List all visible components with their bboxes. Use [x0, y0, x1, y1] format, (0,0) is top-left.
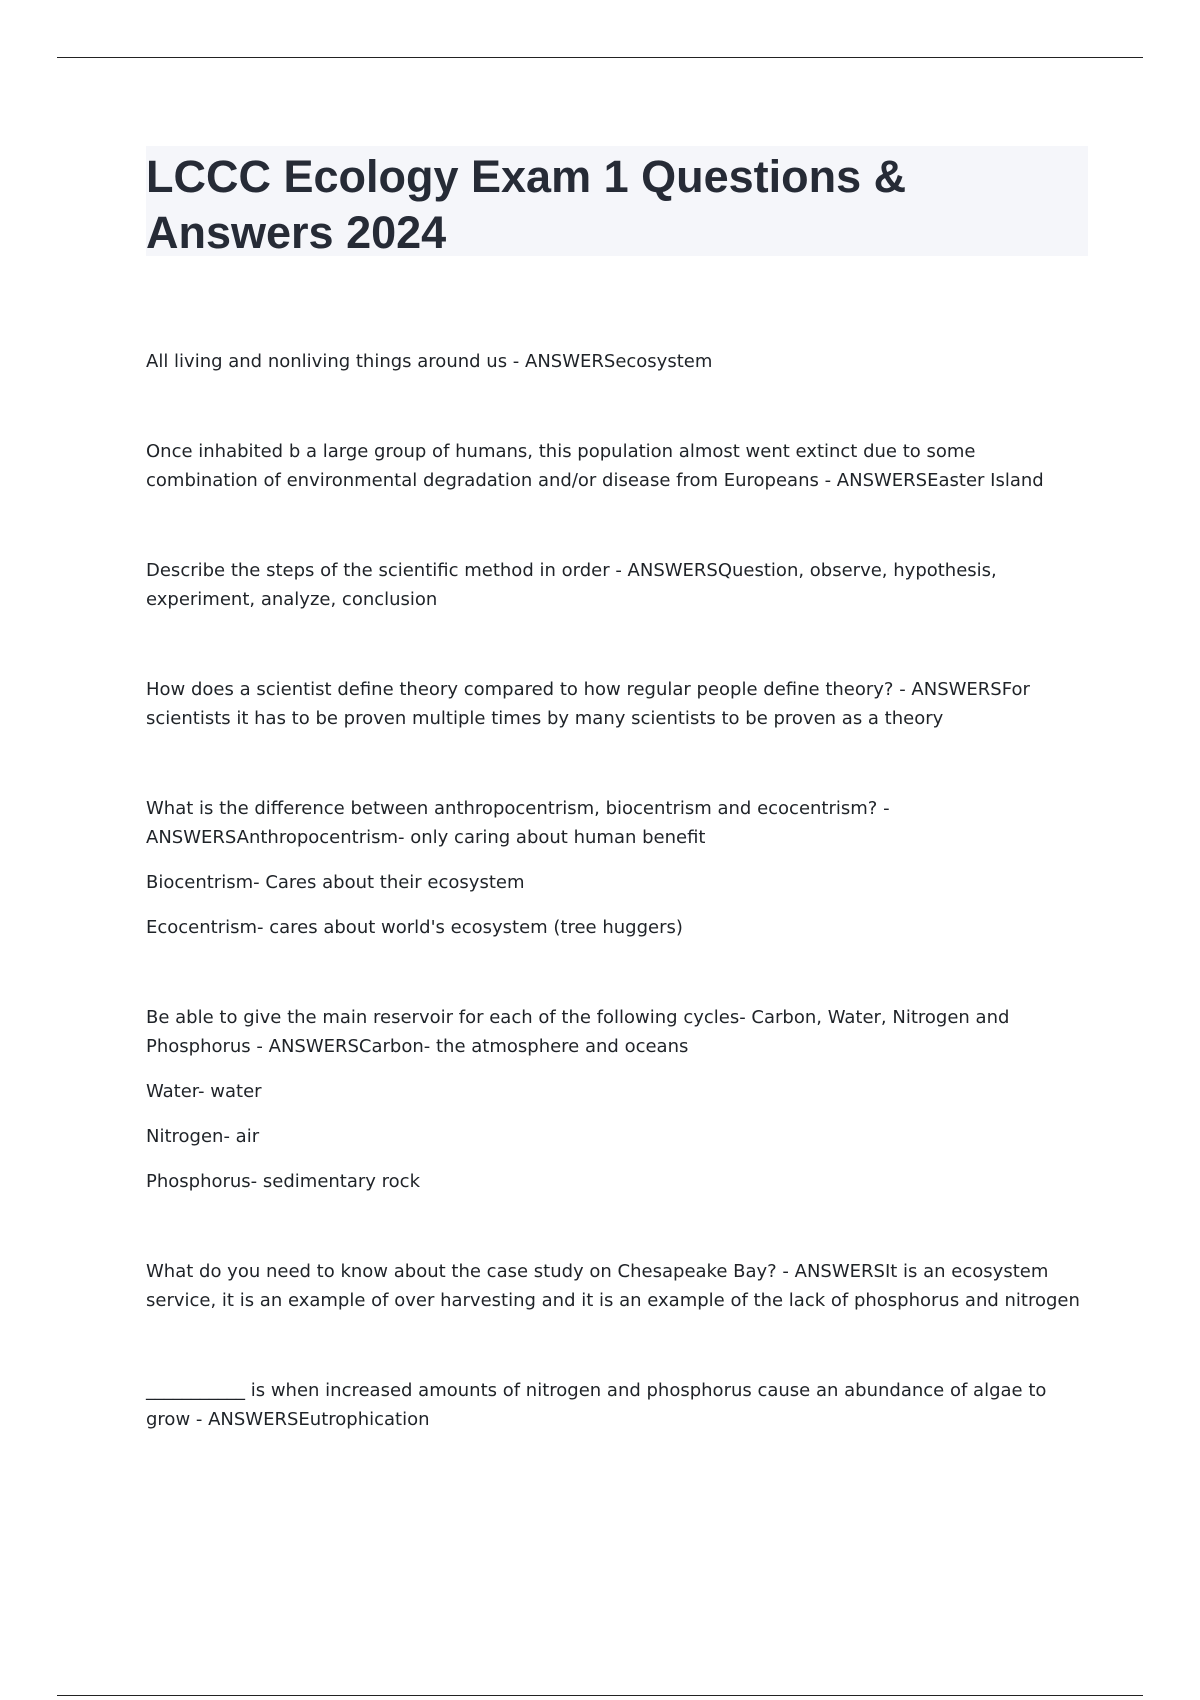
document-title [146, 149, 1088, 261]
qa-text: What do you need to know about the case study on Chesapeake Bay? - ANSWERSIt is an ecosystem service, it is an example of over harvesting and it is an example of the lack of phosphorus and nitrogen [146, 1261, 1080, 1311]
title-line-1: LCCC Ecology Exam 1 Questions & [146, 151, 907, 202]
title-banner [146, 146, 1088, 256]
qa-list [146, 347, 1091, 1495]
qa-item-5 [146, 794, 1091, 942]
qa-item-1 [146, 347, 1091, 376]
qa-text: All living and nonliving things around us - ANSWERSecosystem [146, 351, 713, 372]
qa-answer-line: Water- water [146, 1081, 262, 1102]
qa-item-7 [146, 1257, 1091, 1315]
qa-text: Describe the steps of the scientific method in order - ANSWERSQuestion, observe, hypothesis, experiment, analyze, conclusion [146, 560, 997, 610]
qa-text: ___________ is when increased amounts of nitrogen and phosphorus cause an abundance of algae to grow - ANSWERSEutrophication [146, 1380, 1047, 1430]
title-line-2: Answers 2024 [146, 207, 447, 258]
qa-answer-line: Ecocentrism- cares about world's ecosystem (tree huggers) [146, 917, 683, 938]
qa-text: What is the difference between anthropocentrism, biocentrism and ecocentrism? - ANSWERSAnthropocentrism- only caring about human benefit [146, 798, 890, 848]
qa-item-4 [146, 675, 1091, 733]
top-divider [57, 57, 1143, 58]
qa-item-2 [146, 437, 1091, 495]
qa-text: Once inhabited b a large group of humans, this population almost went extinct due to some combination of environmental degradation and/or disease from Europeans - ANSWERSEaster Island [146, 441, 1044, 491]
qa-text: Be able to give the main reservoir for each of the following cycles- Carbon, Water, Nitrogen and Phosphorus - ANSWERSCarbon- the atmosphere and oceans [146, 1007, 1010, 1057]
bottom-divider [57, 1695, 1143, 1696]
qa-item-3 [146, 556, 1091, 614]
qa-answer-line: Phosphorus- sedimentary rock [146, 1171, 420, 1192]
qa-text: How does a scientist define theory compared to how regular people define theory? - ANSWERSFor scientists it has to be proven multiple times by many scientists to be proven as a theory [146, 679, 1030, 729]
qa-answer-line: Nitrogen- air [146, 1126, 260, 1147]
qa-item-6 [146, 1003, 1091, 1196]
qa-answer-line: Biocentrism- Cares about their ecosystem [146, 872, 525, 893]
qa-item-8 [146, 1376, 1091, 1434]
